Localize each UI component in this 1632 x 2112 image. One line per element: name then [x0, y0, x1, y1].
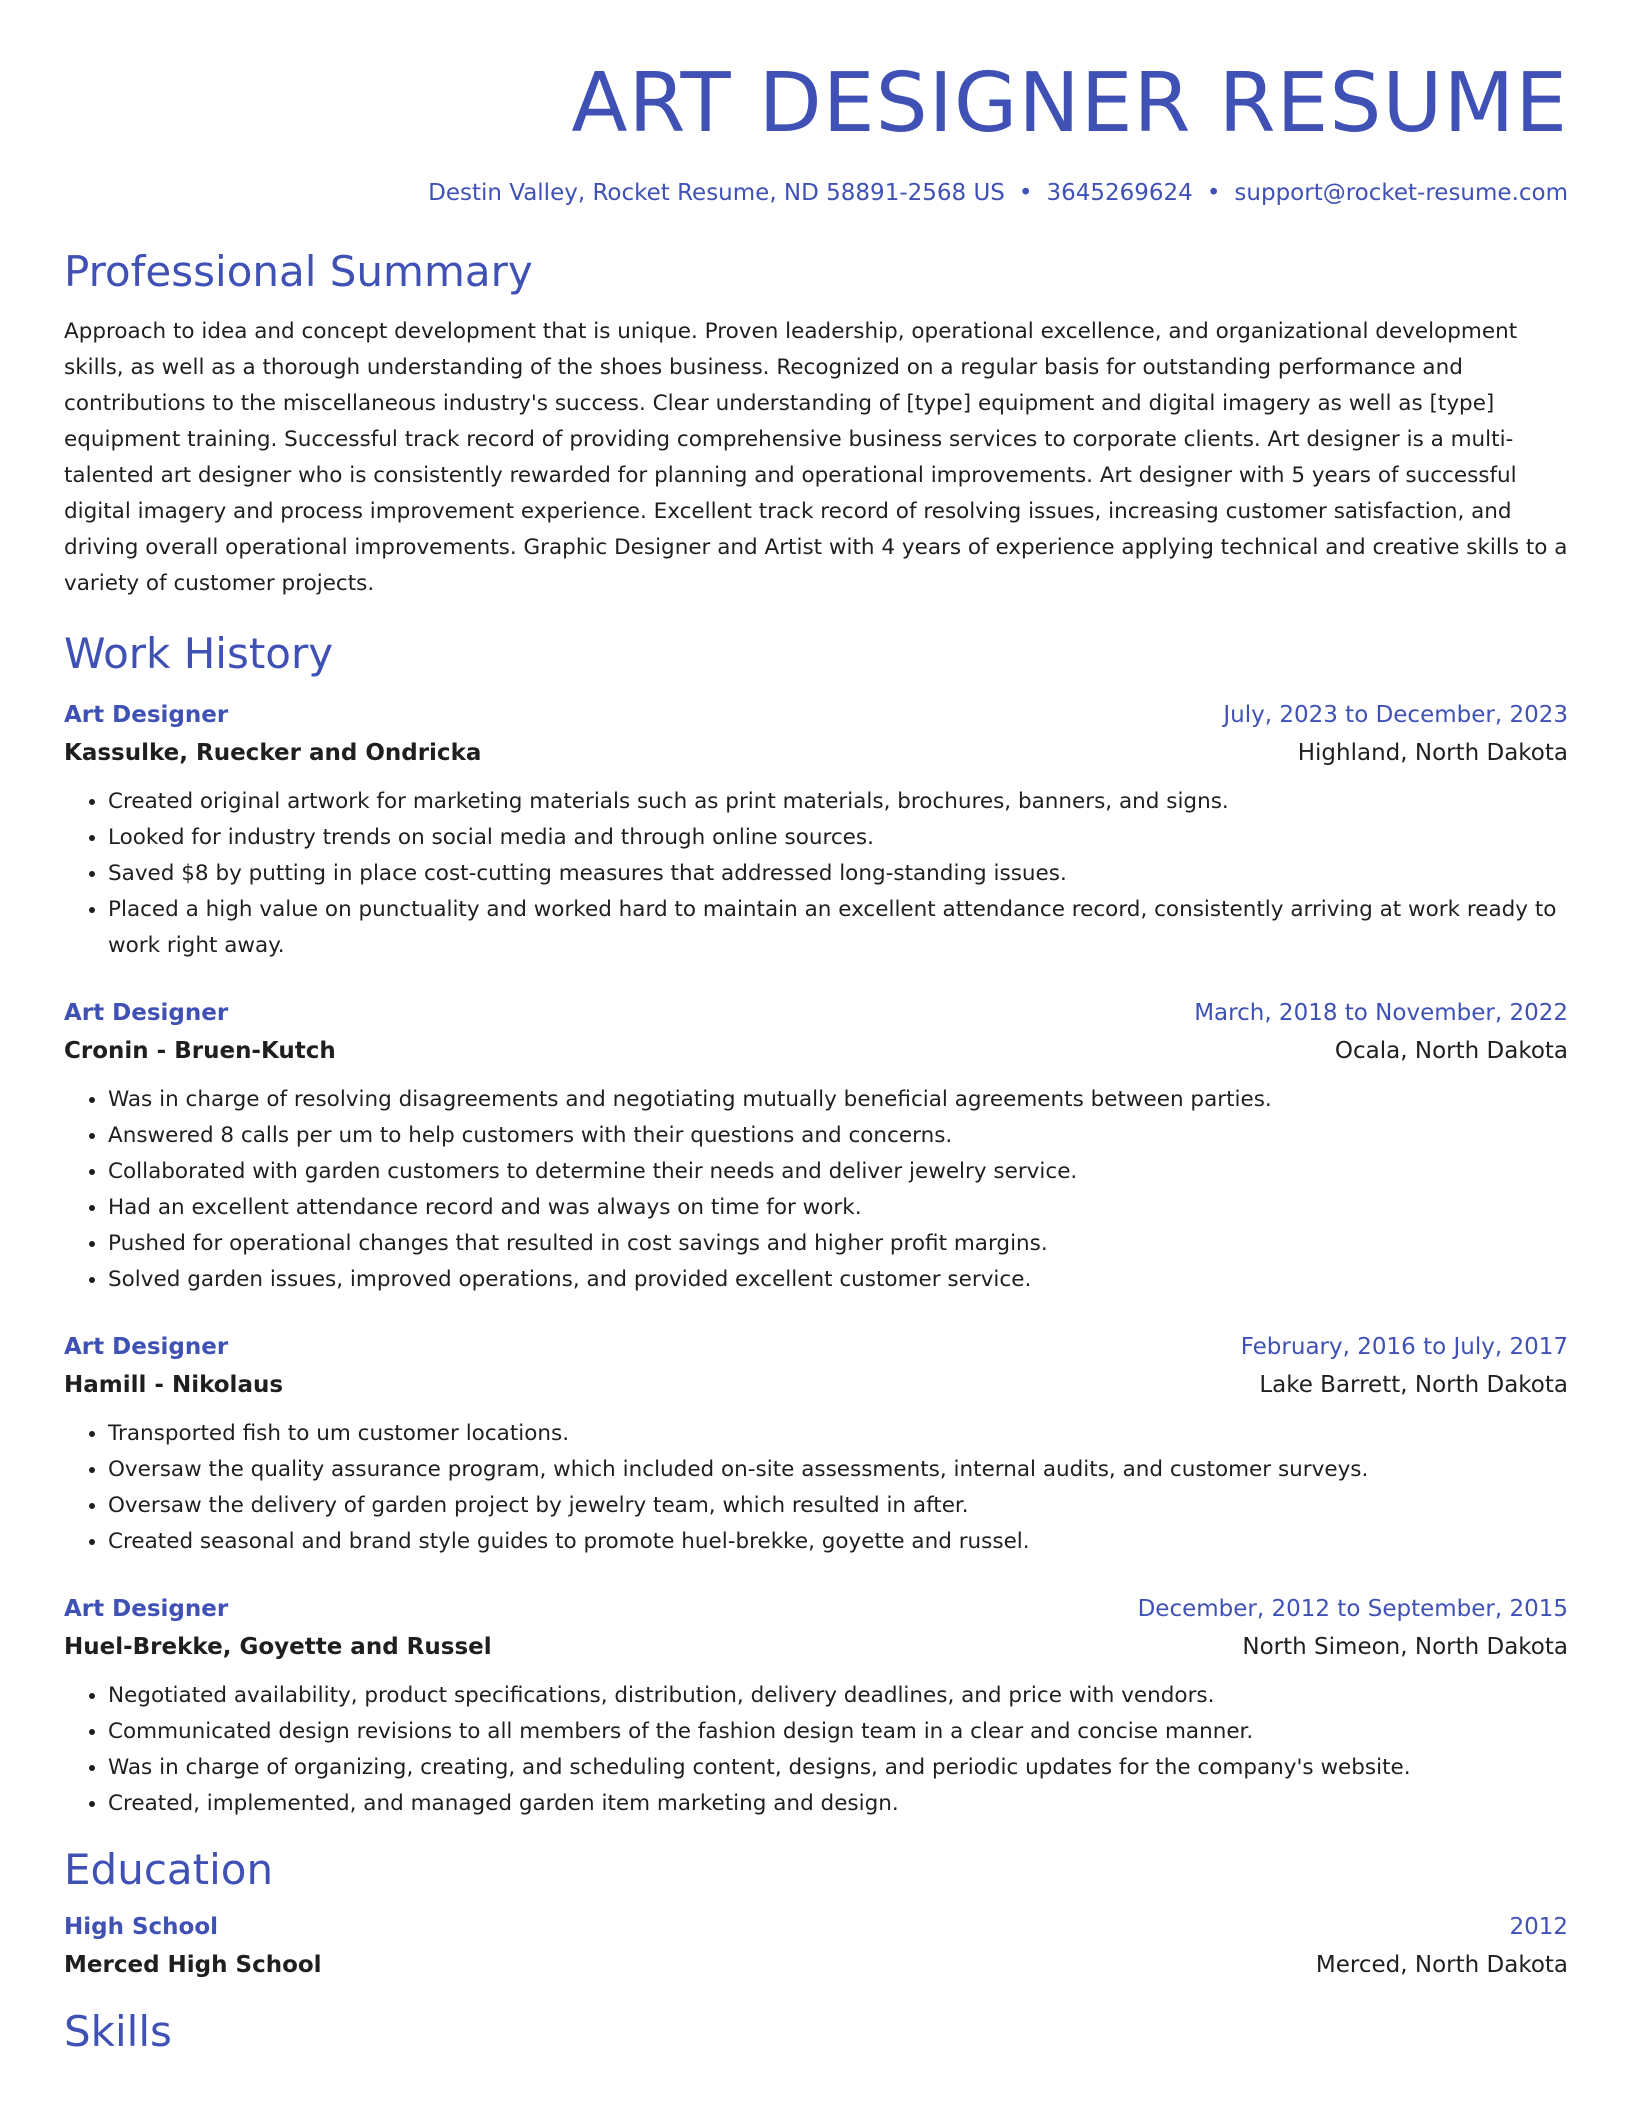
summary-text: Approach to idea and concept development that is unique. Proven leadership, operational excellence, and organizational development skills, as well as a thorough understanding of the shoes business. Recognized on a regular basis for outstanding performance and contributions to the miscellaneous industry's success. Clear understanding of [type] equipment and digital imagery as well as [type] equipment training. Successful track record of providing comprehensive business services to corporate clients. Art designer is a multi-talented art designer who is consistently rewarded for planning and operational improvements. Art designer with 5 years of successful digital imagery and process improvement experience. Excellent track record of resolving issues, increasing customer satisfaction, and driving overall operational improvements. Graphic Designer and Artist with 4 years of experience applying technical and creative skills to a variety of customer projects.	[64, 319, 1568, 596]
job-company: Hamill - Nikolaus	[64, 1372, 284, 1398]
job-title: Art Designer	[64, 1000, 229, 1026]
contact-separator: •	[1018, 180, 1033, 206]
job-bullets	[64, 1416, 1568, 1560]
job-dates: March, 2018 to November, 2022	[1194, 1000, 1568, 1026]
job-location: Highland, North Dakota	[1297, 740, 1568, 766]
job-bullets	[64, 1678, 1568, 1822]
job-entry	[64, 696, 1568, 964]
job-title-row	[64, 696, 1568, 734]
job-company: Kassulke, Ruecker and Ondricka	[64, 740, 482, 766]
job-company: Cronin - Bruen-Kutch	[64, 1038, 336, 1064]
job-bullet: • Pushed for operational changes that resulted in cost savings and higher profit margins.	[108, 1226, 1568, 1262]
job-dates: December, 2012 to September, 2015	[1137, 1596, 1568, 1622]
job-title: Art Designer	[64, 702, 229, 728]
job-title-row	[64, 1328, 1568, 1366]
job-company-row	[64, 1366, 1568, 1404]
job-company-row	[64, 1032, 1568, 1070]
job-location: North Simeon, North Dakota	[1242, 1634, 1568, 1660]
job-location: Ocala, North Dakota	[1334, 1038, 1568, 1064]
job-company-row	[64, 734, 1568, 772]
job-bullet: • Saved $8 by putting in place cost-cutting measures that addressed long-standing issues.	[108, 856, 1568, 892]
resume-title: ART DESIGNER RESUME	[571, 56, 1568, 151]
contact-separator: •	[1206, 180, 1221, 206]
job-bullet: • Answered 8 calls per um to help customers with their questions and concerns.	[108, 1118, 1568, 1154]
job-location: Lake Barrett, North Dakota	[1259, 1372, 1568, 1398]
contact-email: support@rocket-resume.com	[1234, 180, 1568, 206]
work-history-heading: Work History	[64, 629, 334, 678]
job-bullets	[64, 784, 1568, 964]
job-title: Art Designer	[64, 1596, 229, 1622]
education-entry	[64, 1908, 1568, 1984]
education-heading: Education	[64, 1845, 274, 1894]
contact-phone: 3645269624	[1046, 180, 1193, 206]
job-bullet: • Was in charge of organizing, creating, and scheduling content, designs, and periodic updates for the company's website.	[108, 1750, 1568, 1786]
job-bullet: • Was in charge of resolving disagreements and negotiating mutually beneficial agreements between parties.	[108, 1082, 1568, 1118]
job-bullet: • Created seasonal and brand style guides to promote huel-brekke, goyette and russel.	[108, 1524, 1568, 1560]
job-bullet: • Created original artwork for marketing materials such as print materials, brochures, banners, and signs.	[108, 784, 1568, 820]
job-bullet: • Oversaw the quality assurance program, which included on-site assessments, internal audits, and customer surveys.	[108, 1452, 1568, 1488]
job-bullet: • Communicated design revisions to all members of the fashion design team in a clear and concise manner.	[108, 1714, 1568, 1750]
job-bullet: • Created, implemented, and managed garden item marketing and design.	[108, 1786, 1568, 1822]
job-bullet: • Negotiated availability, product specifications, distribution, delivery deadlines, and price with vendors.	[108, 1678, 1568, 1714]
education-year: 2012	[1509, 1914, 1568, 1940]
job-title-row	[64, 1590, 1568, 1628]
job-title: Art Designer	[64, 1334, 229, 1360]
job-bullet: • Collaborated with garden customers to determine their needs and deliver jewelry service.	[108, 1154, 1568, 1190]
job-company-row	[64, 1628, 1568, 1666]
job-company: Huel-Brekke, Goyette and Russel	[64, 1634, 492, 1660]
contact-address: Destin Valley, Rocket Resume, ND 58891-2568 US	[428, 180, 1005, 206]
education-degree: High School	[64, 1914, 219, 1940]
skills-heading: Skills	[64, 2007, 172, 2056]
contact-line	[64, 178, 1568, 208]
education-school-row	[64, 1946, 1568, 1984]
job-dates: February, 2016 to July, 2017	[1240, 1334, 1568, 1360]
education-school: Merced High School	[64, 1952, 322, 1978]
job-bullets	[64, 1082, 1568, 1298]
job-bullet: • Solved garden issues, improved operations, and provided excellent customer service.	[108, 1262, 1568, 1298]
job-dates: July, 2023 to December, 2023	[1223, 702, 1568, 728]
job-entry	[64, 1590, 1568, 1822]
job-bullet: • Transported fish to um customer locations.	[108, 1416, 1568, 1452]
summary-heading: Professional Summary	[64, 247, 533, 296]
resume-page	[64, 0, 1568, 2058]
job-bullet: • Placed a high value on punctuality and worked hard to maintain an excellent attendance record, consistently arriving at work ready to work right away.	[108, 892, 1568, 964]
job-entry	[64, 1328, 1568, 1560]
job-entry	[64, 994, 1568, 1298]
job-bullet: • Looked for industry trends on social media and through online sources.	[108, 820, 1568, 856]
job-bullet: • Had an excellent attendance record and was always on time for work.	[108, 1190, 1568, 1226]
education-location: Merced, North Dakota	[1315, 1952, 1568, 1978]
job-title-row	[64, 994, 1568, 1032]
education-degree-row	[64, 1908, 1568, 1946]
job-bullet: • Oversaw the delivery of garden project by jewelry team, which resulted in after.	[108, 1488, 1568, 1524]
